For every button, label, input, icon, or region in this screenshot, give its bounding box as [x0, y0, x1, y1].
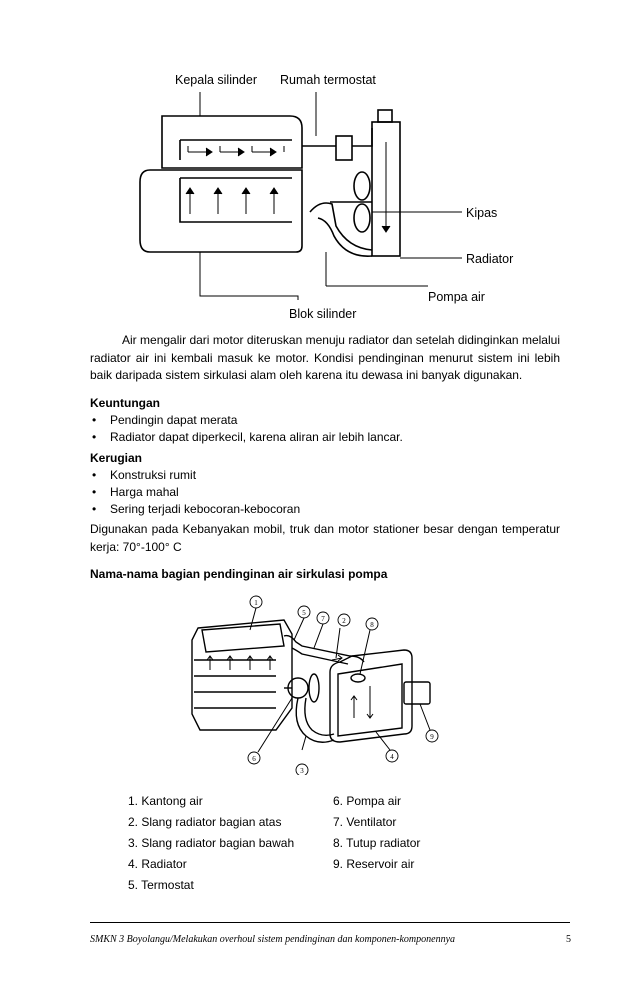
- part-item: 2. Slang radiator bagian atas: [128, 815, 282, 829]
- footer-rule: [90, 922, 570, 923]
- kerugian-list: [90, 467, 560, 518]
- callout-number: 2: [342, 617, 346, 625]
- part-item: 7. Ventilator: [333, 815, 397, 829]
- label-pompa-air: Pompa air: [428, 290, 485, 304]
- callout-number: 5: [302, 609, 306, 617]
- part-item: 6. Pompa air: [333, 794, 402, 808]
- bullet-icon: •: [92, 430, 97, 444]
- part-item: 8. Tutup radiator: [333, 836, 421, 850]
- label-rumah-termostat: Rumah termostat: [280, 73, 376, 87]
- label-radiator: Radiator: [466, 252, 514, 266]
- callout-number: 8: [370, 621, 374, 629]
- cooling-parts-illustration: [180, 590, 450, 775]
- list-item: • Sering terjadi kebocoran-kebocoran: [92, 502, 301, 516]
- bullet-icon: •: [92, 502, 97, 516]
- bullet-icon: •: [92, 468, 97, 482]
- section-title: Nama-nama bagian pendinginan air sirkulasi pompa: [90, 567, 388, 581]
- callout-number: 1: [254, 599, 258, 607]
- callout-number: 4: [390, 753, 394, 761]
- footer-text: SMKN 3 Boyolangu/Melakukan overhoul sistem pendinginan dan komponen-komponennya: [90, 934, 456, 945]
- part-item: 5. Termostat: [128, 878, 194, 892]
- page-number: 5: [566, 934, 571, 945]
- list-item: • Pendingin dapat merata: [92, 413, 238, 427]
- cooling-system-schematic: [0, 0, 638, 330]
- kerugian-heading: Kerugian: [90, 451, 143, 465]
- label-kepala-silinder: Kepala silinder: [175, 73, 257, 87]
- keuntungan-heading: Keuntungan: [90, 396, 160, 410]
- list-item: • Konstruksi rumit: [92, 468, 197, 482]
- part-item: 4. Radiator: [128, 857, 187, 871]
- bullet-icon: •: [92, 413, 97, 427]
- callout-number: 9: [430, 733, 434, 741]
- label-blok-silinder: Blok silinder: [289, 307, 357, 321]
- label-kipas: Kipas: [466, 206, 498, 220]
- part-item: 9. Reservoir air: [333, 857, 415, 871]
- callout-number: 7: [321, 615, 325, 623]
- bullet-icon: •: [92, 485, 97, 499]
- part-item: 1. Kantong air: [128, 794, 203, 808]
- callout-number: 6: [252, 755, 256, 763]
- intro-paragraph: Air mengalir dari motor diteruskan menuju radiator dan setelah didinginkan melalui radiator air ini kembali masuk ke motor. Kondisi pendinginan menurut sistem ini lebih baik daripada sistem sirkulasi alam oleh karena itu dewasa ini banyak digunakan.: [90, 333, 560, 382]
- usage-paragraph: Digunakan pada Kebanyakan mobil, truk dan motor stationer besar dengan temperatur kerja: 70°-100° C: [90, 522, 560, 554]
- list-item: • Harga mahal: [92, 485, 179, 499]
- part-item: 3. Slang radiator bagian bawah: [128, 836, 295, 850]
- keuntungan-list: [90, 412, 560, 446]
- callout-number: 3: [300, 767, 304, 775]
- list-item: • Radiator dapat diperkecil, karena aliran air lebih lancar.: [92, 430, 403, 444]
